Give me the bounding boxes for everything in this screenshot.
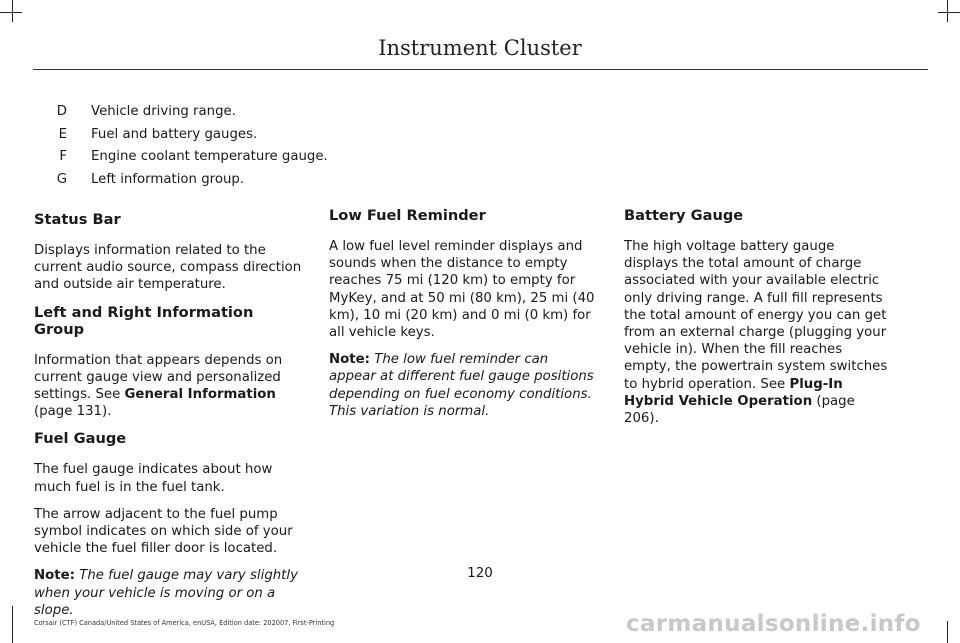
callout-legend <box>34 101 334 191</box>
note-body: The low fuel reminder can appear at different fuel gauge positions depending on fuel economy conditions. This variation is normal. <box>329 352 594 419</box>
fuel-gauge-body-1: The fuel gauge indicates about how much fuel is in the fuel tank. <box>34 462 273 495</box>
note-label: Note: <box>34 568 75 584</box>
crop-mark <box>947 621 948 643</box>
fuel-gauge-body-2: The arrow adjacent to the fuel pump symbol indicates on which side of your vehicle the fuel filler door is located. <box>34 506 293 557</box>
legend-item <box>34 169 334 192</box>
legend-item <box>34 146 334 169</box>
plug-in-hybrid-link[interactable]: Plug-In Hybrid Vehicle Operation <box>624 376 843 409</box>
low-fuel-body: A low fuel level reminder displays and sounds when the distance to empty reaches 75 mi (120 km) to empty for MyKey, and at 50 mi (80 km), 25 mi (40 km), 10 mi (20 km) and 0 mi (0 km) for all vehicle keys. <box>329 239 595 341</box>
crop-mark <box>947 0 948 22</box>
page-reference: (page 131). <box>34 404 112 420</box>
legend-item <box>34 124 334 147</box>
edition-footer: Corsair (CTF) Canada/United States of America, enUSA, Edition date: 202007, First-Printing <box>34 619 335 627</box>
info-group-text: Information that appears depends on current gauge view and personalized settings. See <box>34 352 283 403</box>
crop-mark <box>938 12 960 13</box>
page-reference: (page 206). <box>624 393 855 427</box>
section-heading-battery-gauge: Battery Gauge <box>624 207 744 224</box>
legend-item <box>34 101 334 124</box>
legend-text: Left information group. <box>91 171 245 187</box>
legend-key: G <box>56 171 67 187</box>
section-heading-fuel-gauge: Fuel Gauge <box>34 430 127 448</box>
crop-mark <box>12 0 13 22</box>
legend-key: E <box>58 126 67 142</box>
crop-mark <box>12 606 13 643</box>
general-information-link[interactable]: General Information <box>124 387 276 403</box>
section-heading-info-group: Left and Right Information Group <box>34 303 254 338</box>
legend-key: D <box>56 104 67 119</box>
note-label: Note: <box>329 352 370 368</box>
section-heading-status-bar: Status Bar <box>34 211 121 228</box>
note-body: The fuel gauge may vary slightly when your vehicle is moving or on a slope. <box>34 568 298 618</box>
column-right <box>624 207 892 437</box>
header-divider <box>33 69 928 70</box>
low-fuel-note <box>329 351 597 420</box>
legend-key: F <box>59 149 67 164</box>
watermark: carmanualsonline.info <box>626 611 921 637</box>
column-middle <box>329 207 597 430</box>
legend-text: Vehicle driving range. <box>91 104 236 119</box>
battery-gauge-body <box>624 238 892 427</box>
battery-gauge-text: The high voltage battery gauge displays the total amount of charge associated with your available electric only driving range. A full fill represents the total amount of energy you can get from an external charge (plugging your vehicle in). When the fill reaches empty, the powertrain system switches to hybrid operation. See <box>624 239 888 392</box>
legend-text: Engine coolant temperature gauge. <box>91 149 328 164</box>
page-title: Instrument Cluster <box>378 36 582 60</box>
section-heading-low-fuel: Low Fuel Reminder <box>329 207 486 224</box>
status-bar-body: Displays information related to the current audio source, compass direction and outside air temperature. <box>34 243 302 293</box>
page-number: 120 <box>467 565 493 581</box>
crop-mark <box>0 12 22 13</box>
legend-text: Fuel and battery gauges. <box>91 126 258 142</box>
info-group-body <box>34 352 302 421</box>
